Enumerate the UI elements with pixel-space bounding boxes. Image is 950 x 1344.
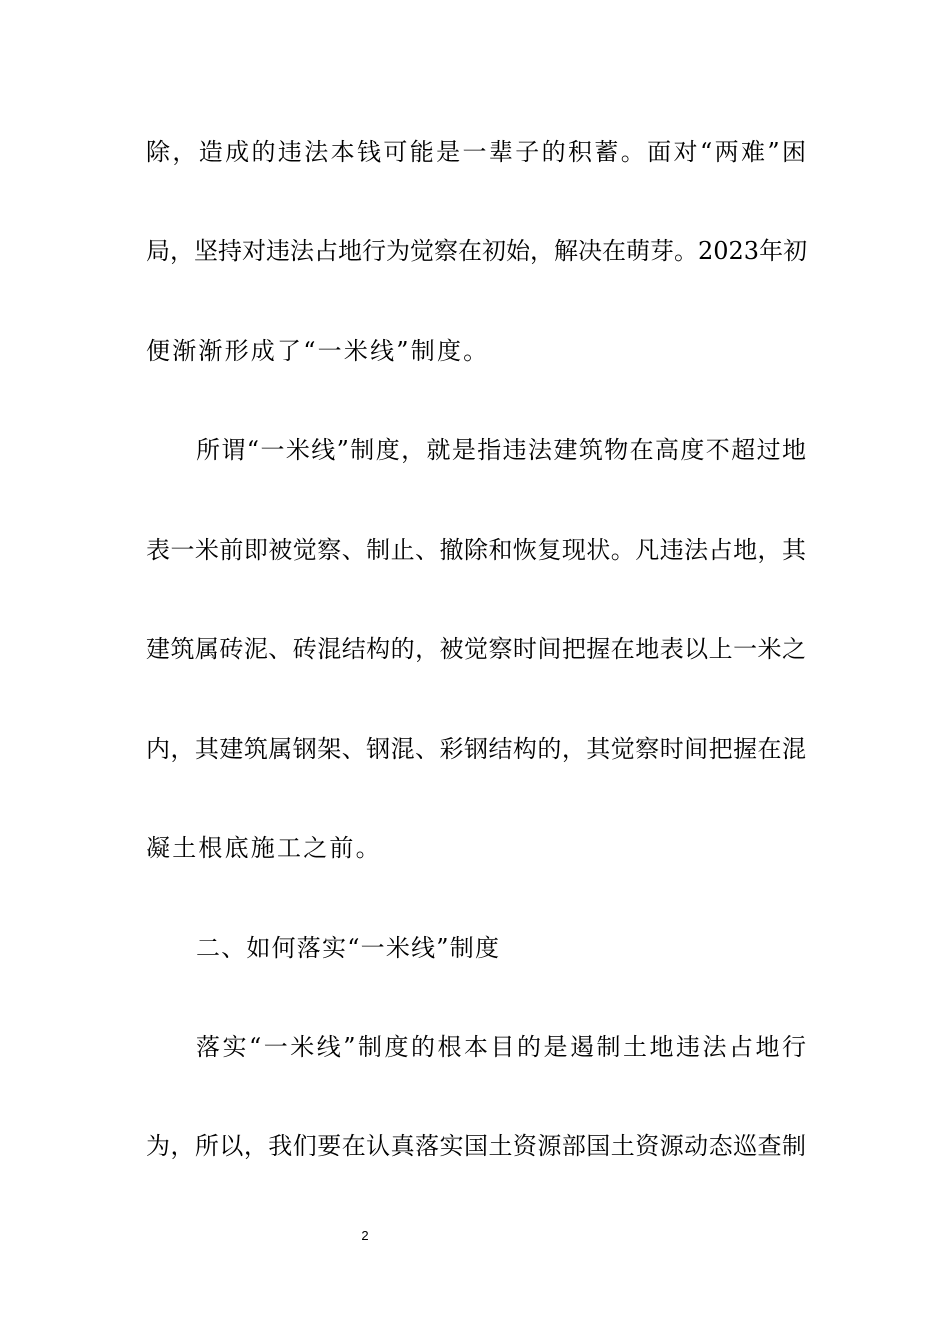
body-text-line: 凝土根底施工之前。	[146, 834, 382, 862]
body-text-line: 除，造成的违法本钱可能是一辈子的积蓄。面对“两难”困	[146, 138, 806, 166]
body-text-line: 表一米前即被觉察、制止、撤除和恢复现状。凡违法占地，其	[146, 536, 806, 564]
body-text-line: 局，坚持对违法占地行为觉察在初始，解决在萌芽。2023年初	[146, 237, 808, 265]
paragraph-first-line: 落实“一米线”制度的根本目的是遏制土地违法占地行	[196, 1033, 806, 1061]
body-text-line: 为，所以，我们要在认真落实国土资源部国土资源动态巡查制	[146, 1132, 806, 1160]
body-text-line: 便渐渐形成了“一米线”制度。	[146, 337, 490, 365]
body-text-line: 建筑属砖泥、砖混结构的，被觉察时间把握在地表以上一米之	[146, 635, 806, 663]
page-number: 2	[361, 1228, 369, 1243]
body-text-line: 内，其建筑属钢架、钢混、彩钢结构的，其觉察时间把握在混	[146, 735, 806, 763]
section-heading: 二、如何落实“一米线”制度	[196, 934, 501, 962]
paragraph-first-line: 所谓“一米线”制度，就是指违法建筑物在高度不超过地	[196, 436, 806, 464]
